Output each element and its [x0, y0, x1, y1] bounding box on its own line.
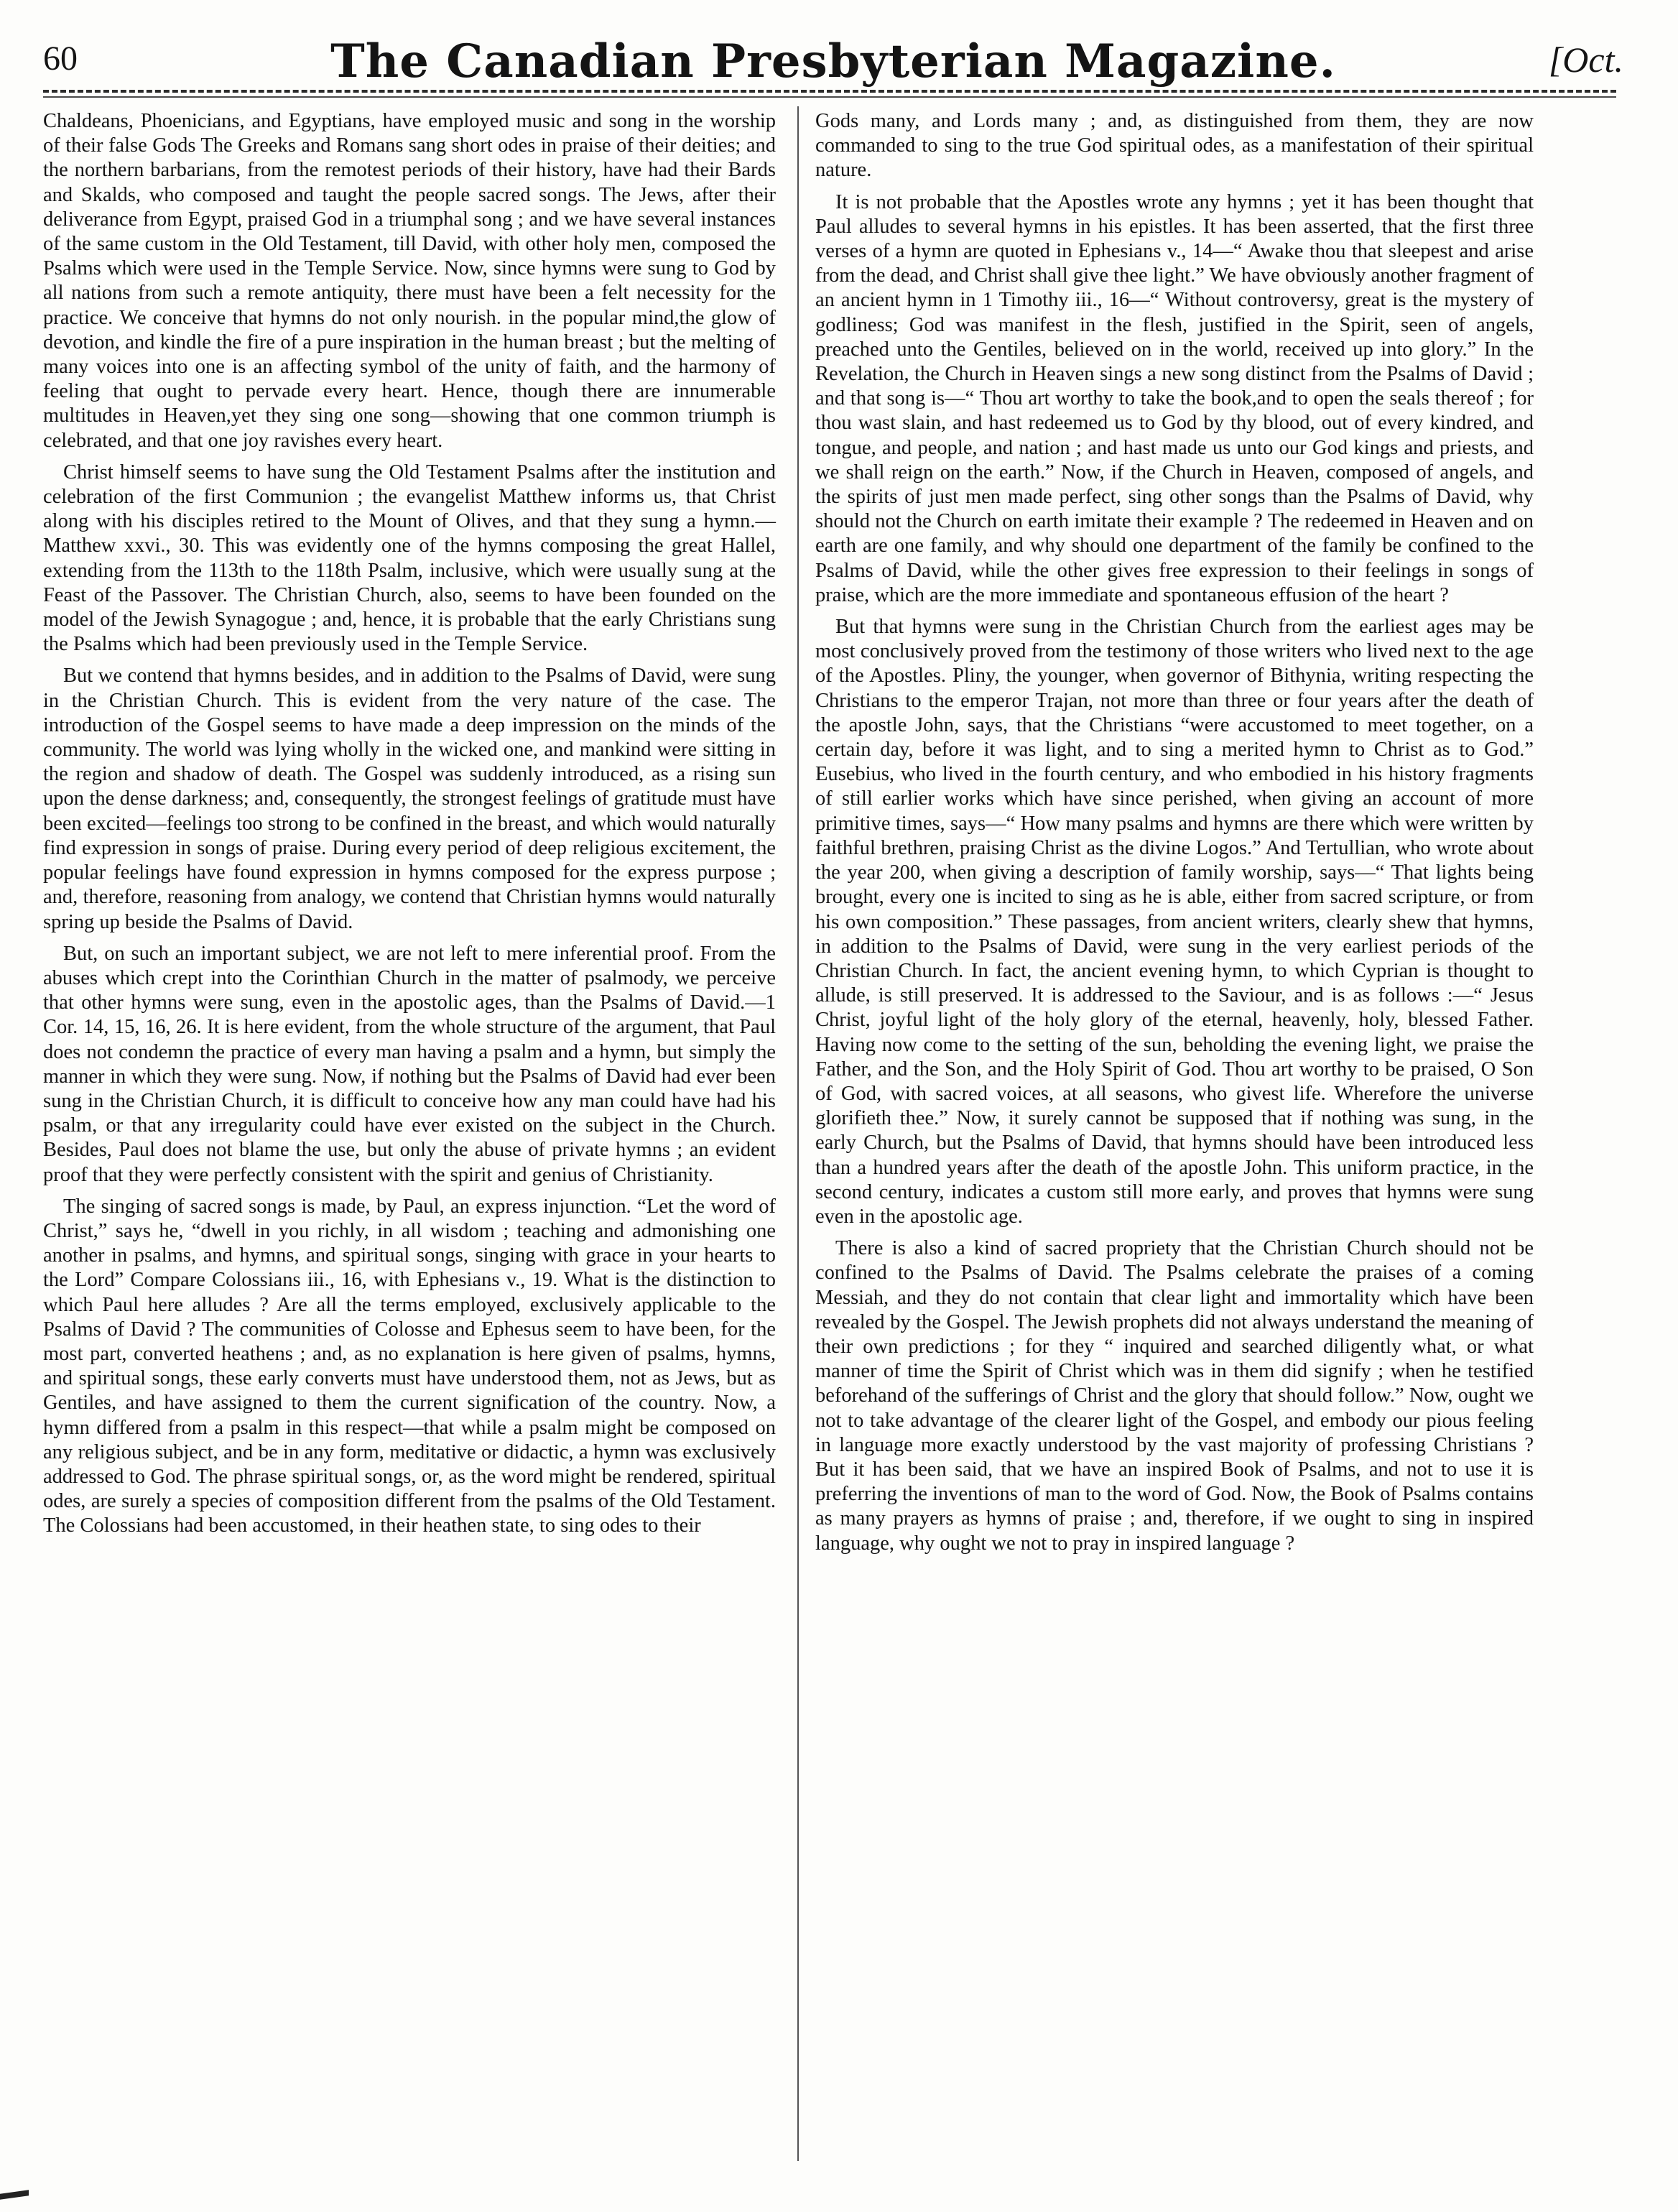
- left-column: [43, 109, 776, 1546]
- right-column: [815, 109, 1534, 1563]
- issue-month: [Oct.: [1548, 40, 1623, 80]
- right-paragraph-1: Gods many, and Lords many ; and, as distinguished from them, they are now commanded to sing to the true God spiritual odes, as a manifestation of their spiritual nature.: [815, 110, 1534, 182]
- page-corner-mark: [0, 2190, 29, 2200]
- left-paragraph-1: Chaldeans, Phoenicians, and Egyptians, have employed music and song in the worship of their false Gods The Greeks and Romans sang short odes in praise of their deities; and the northern barbarians, from the remotest periods of their history, have had their Bards and Skalds, who composed and taught the people sacred songs. The Jews, after their deliverance from Egypt, praised God in a triumphal song ; and we have several instances of the same custom in the Old Testament, till David, with other holy men, composed the Psalms which were used in the Temple Service. Now, since hymns were sung to God by all nations from such a remote antiquity, there must have been a felt necessity for the practice. We conceive that hymns do not only nourish. in the popular mind,the glow of devotion, and kindle the fire of a pure inspiration in the human breast ; but the melting of many voices into one is an affecting symbol of the unity of faith, and the harmony of feeling that ought to pervade every heart. Hence, though there are innumerable multitudes in Heaven,yet they sing one song—showing that one common triumph is celebrated, and that one joy ravishes every heart.: [43, 110, 776, 452]
- left-paragraph-4: But, on such an important subject, we are not left to mere inferential proof. From the abuses which crept into the Corinthian Church in the matter of psalmody, we perceive that other hymns were sung, even in the apostolic ages, than the Psalms of David.—1 Cor. 14, 15, 16, 26. It is here evident, from the whole structure of the argument, that Paul does not condemn the practice of every man having a psalm and a hymn, but simply the manner in which they were sung. Now, if nothing but the Psalms of David had ever been sung in the Christian Church, it is difficult to conceive how any man could have had his psalm, or that any irregularity could have ever existed on the subject in the Church. Besides, Paul does not blame the use, but only the abuse of private hymns ; an evident proof that they were perfectly consistent with the spirit and genius of Christianity.: [43, 942, 776, 1186]
- right-paragraph-2: It is not probable that the Apostles wrote any hymns ; yet it has been thought that Paul alludes to several hymns in his epistles. It has been asserted, that the first three verses of a hymn are quoted in Ephesians v., 14—“ Awake thou that sleepest and arise from the dead, and Christ shall give thee light.” We have obviously another fragment of an ancient hymn in 1 Timothy iii., 16—“ Without controversy, great is the mystery of godliness; God was manifest in the flesh, justified in the Spirit, seen of angels, preached unto the Gentiles, believed on in the world, received up into glory.” In the Revelation, the Church in Heaven sings a new song distinct from the Psalms of David ; and that song is—“ Thou art worthy to take the book,and to open the seals thereof ; for thou wast slain, and hast redeemed us to God by thy blood, out of every kindred, and tongue, and people, and nation ; and hast made us unto our God kings and priests, and we shall reign on the earth.” Now, if the Church in Heaven, composed of angels, and the spirits of just men made perfect, sing other songs than the Psalms of David, why should not the Church on earth imitate their example ? The redeemed in Heaven and on earth are one family, and why should one department of the family be confined to the Psalms of David, while the other gives free expression to their feelings in songs of praise, which are the more immediate and spontaneous effusion of the heart ?: [815, 190, 1534, 606]
- left-paragraph-5: The singing of sacred songs is made, by Paul, an express injunction. “Let the word of Christ,” says he, “dwell in you richly, in all wisdom ; teaching and admonishing one another in psalms, and hymns, and spiritual songs, singing with grace in your hearts to the Lord” Compare Colossians iii., 16, with Ephesians v., 19. What is the distinction to which Paul here alludes ? Are all the terms employed, exclusively applicable to the Psalms of David ? The communities of Colosse and Ephesus seem to have been, for the most part, converted heathens ; and, as no explanation is here given of psalms, hymns, and spiritual songs, these early converts must have understood them, not as Jews, but as Gentiles, and have assigned to them the current signification of the country. Now, a hymn differed from a psalm in this respect—that while a psalm might be composed on any religious subject, and be in any form, meditative or didactic, a hymn was exclusively addressed to God. The phrase spiritual songs, or, as the word might be rendered, spiritual odes, are surely a species of composition different from the psalms of the Old Testament. The Colossians had been accustomed, in their heathen state, to sing odes to their: [43, 1195, 776, 1537]
- left-paragraph-3: But we contend that hymns besides, and in addition to the Psalms of David, were sung in the Christian Church. This is evident from the very nature of the case. The introduction of the Gospel seems to have made a deep impression on the minds of the community. The world was lying wholly in the wicked one, and mankind were sitting in the region and shadow of death. The Gospel was suddenly introduced, as a rising sun upon the dense darkness; and, consequently, the strongest feelings of gratitude must have been excited—feelings too strong to be confined in the breast, and which would naturally find expression in songs of praise. During every period of deep religious excitement, the popular feelings have found expression in hymns composed for the express purpose ; and, therefore, reasoning from analogy, we contend that Christian hymns would naturally spring up beside the Psalms of David.: [43, 665, 776, 933]
- left-paragraph-2: Christ himself seems to have sung the Old Testament Psalms after the institution and celebration of the first Communion ; the evangelist Matthew informs us, that Christ along with his disciples retired to the Mount of Olives, and that they sung a hymn.—Matthew xxvi., 30. This was evidently one of the hymns composing the great Hallel, extending from the 113th to the 118th Psalm, inclusive, which were usually sung at the Feast of the Passover. The Christian Church, also, seems to have been founded on the model of the Jewish Synagogue ; and, hence, it is probable that the early Christians sung the Psalms which had been previously used in the Temple Service.: [43, 461, 776, 656]
- right-paragraph-3: But that hymns were sung in the Christian Church from the earliest ages may be most conclusively proved from the testimony of those writers who lived next to the age of the Apostles. Pliny, the younger, when governor of Bithynia, writing respecting the Christians to the emperor Trajan, not more than three or four years after the death of the apostle John, says, that the Christians “were accustomed to meet together, on a certain day, before it was light, and to sing a merited hymn to Christ as to God.” Eusebius, who lived in the fourth century, and who embodied in his history fragments of still earlier works which have since perished, when giving an account of more primitive times, says—“ How many psalms and hymns are there which were written by faithful brethren, praising Christ as the divine Logos.” And Tertullian, who wrote about the year 200, when giving a description of family worship, says—“ That lights being brought, every one is incited to sing as he is able, either from sacred scripture, or from his own composition.” These passages, from ancient writers, clearly shew that hymns, in addition to the Psalms of David, were sung in the very earliest periods of the Christian Church. In fact, the ancient evening hymn, to which Cyprian is thought to allude, is still preserved. It is addressed to the Saviour, and is as follows :—“ Jesus Christ, joyful light of the holy glory of the eternal, heavenly, holy, blessed Father. Having now come to the setting of the sun, beholding the evening light, we praise the Father, and the Son, and the Holy Spirit of God. Thou art worthy to be praised, O Son of God, with sacred voices, at all seasons, who givest life. Wherefore the universe glorifieth thee.” Now, it surely cannot be supposed that if nothing was sung, in the early Church, but the Psalms of David, that hymns should have been introduced less than a hundred years after the death of the apostle John. This uniform practice, in the second century, indicates a custom still more early, and proves that hymns were sung even in the apostolic age.: [815, 616, 1534, 1228]
- right-paragraph-4: There is also a kind of sacred propriety that the Christian Church should not be confined to the Psalms of David. The Psalms celebrate the praises of a coming Messiah, and they do not contain that clear light and immortality which have been revealed by the Gospel. The Jewish prophets did not always understand the meaning of their own predictions ; for they “ inquired and searched diligently what, or what manner of time the Spirit of Christ which was in them did signify ; when he testified beforehand of the sufferings of Christ and the glory that should follow.” Now, ought we not to take advantage of the clearer light of the Gospel, and embody our pious feeling in language more exactly understood by the vast majority of professing Christians ? But it has been said, that we have an inspired Book of Psalms, and not to use it is preferring the inventions of man to the word of God. Now, the Book of Psalms contains as many prayers as hymns of praise ; and, therefore, if we ought to sing in inspired language, why ought we not to pray in inspired language ?: [815, 1237, 1534, 1555]
- page-number: 60: [43, 40, 78, 78]
- header-rule-solid: [43, 96, 1616, 98]
- journal-title: The Canadian Presbyterian Magazine.: [330, 34, 1336, 88]
- page-header: [43, 34, 1623, 92]
- column-divider: [797, 106, 799, 2161]
- header-rule-dashed: [43, 90, 1616, 93]
